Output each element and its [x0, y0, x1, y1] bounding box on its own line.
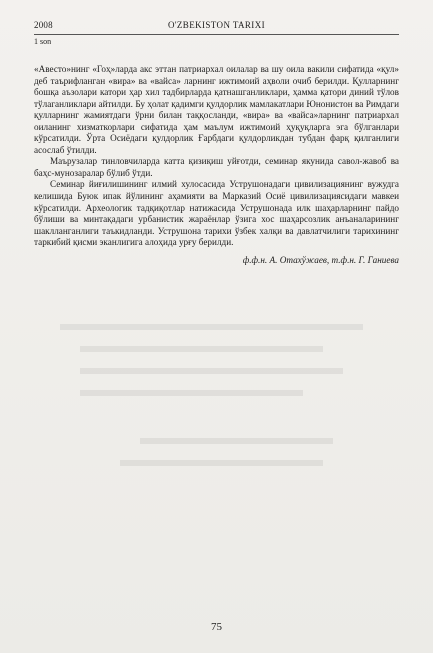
header-year: 2008	[34, 20, 53, 30]
bleed-through-texture	[60, 318, 363, 428]
paragraph-1: «Авесто»нинг «Гоҳ»ларда акс эттан патриархал оилалар ва шу оила вакили сифатида «қул» деб таърифланган «вира» ва «вайса» ларнинг ижтимоий аҳволи очиб берилди. Қулларнинг бошқа аъзолари катори ҳар хил тадбирларда қатнашганликлари, ҳамма қатори диний тўлов тўлаганликлари айтилди. Бу ҳолат қадимги қулдорлик мамлакатлари Юнонистон ва Римдаги қулларнинг жамиятдаги ўрни билан таққосланди, «вира» ва «вайса»ларнинг патриархал оиланинг хизматкорлари сифатида ҳам маълум ижтимоий ҳуқуқларга эга бўлганлари кўрсатилди. Ўрта Осиёдаги қулдорлик Ғарбдаги қулдорликдан тубдан фарқ қилганлиги асослаб ўтилди.	[34, 64, 399, 155]
paragraph-2: Маърузалар тинловчиларда катта қизиқиш уйғотди, семинар якунида савол-жавоб ва баҳс-мунозаралар бўлиб ўтди.	[34, 156, 399, 178]
running-header	[34, 20, 399, 34]
bleed-through-texture-lower	[60, 432, 363, 492]
header-issue: 1 son	[34, 37, 52, 46]
article-body	[34, 64, 399, 266]
page-number: 75	[211, 621, 222, 633]
paragraph-3: Семинар йиғилишининг илмий хулосасида Уструшонадаги цивилизациянинг вужудга келишида Буюк ипак йўлининг аҳамияти ва Марказий Осиё цивилизациясидаги мавкеи кўрсатилди. Археологик тадқиқотлар натижасида Уструшонада илк шаҳарларнинг пайдо бўлиши ва минтақадаги урбанистик жараёнлар ўзига хос шаҳарсозлик анъаналарининг шаклланганлиги таъкидланди. Уструшона тарихи ўзбек халқи ва давлатчилиги тарихининг таркибий қисми эканлигига алоҳида урғу берилди.	[34, 179, 399, 248]
author-signature: ф.ф.н. А. Отахўжаев, т.ф.н. Г. Ганиева	[242, 254, 399, 265]
header-rule	[34, 34, 399, 35]
header-journal-title: O'ZBEKISTON TARIXI	[167, 20, 265, 30]
